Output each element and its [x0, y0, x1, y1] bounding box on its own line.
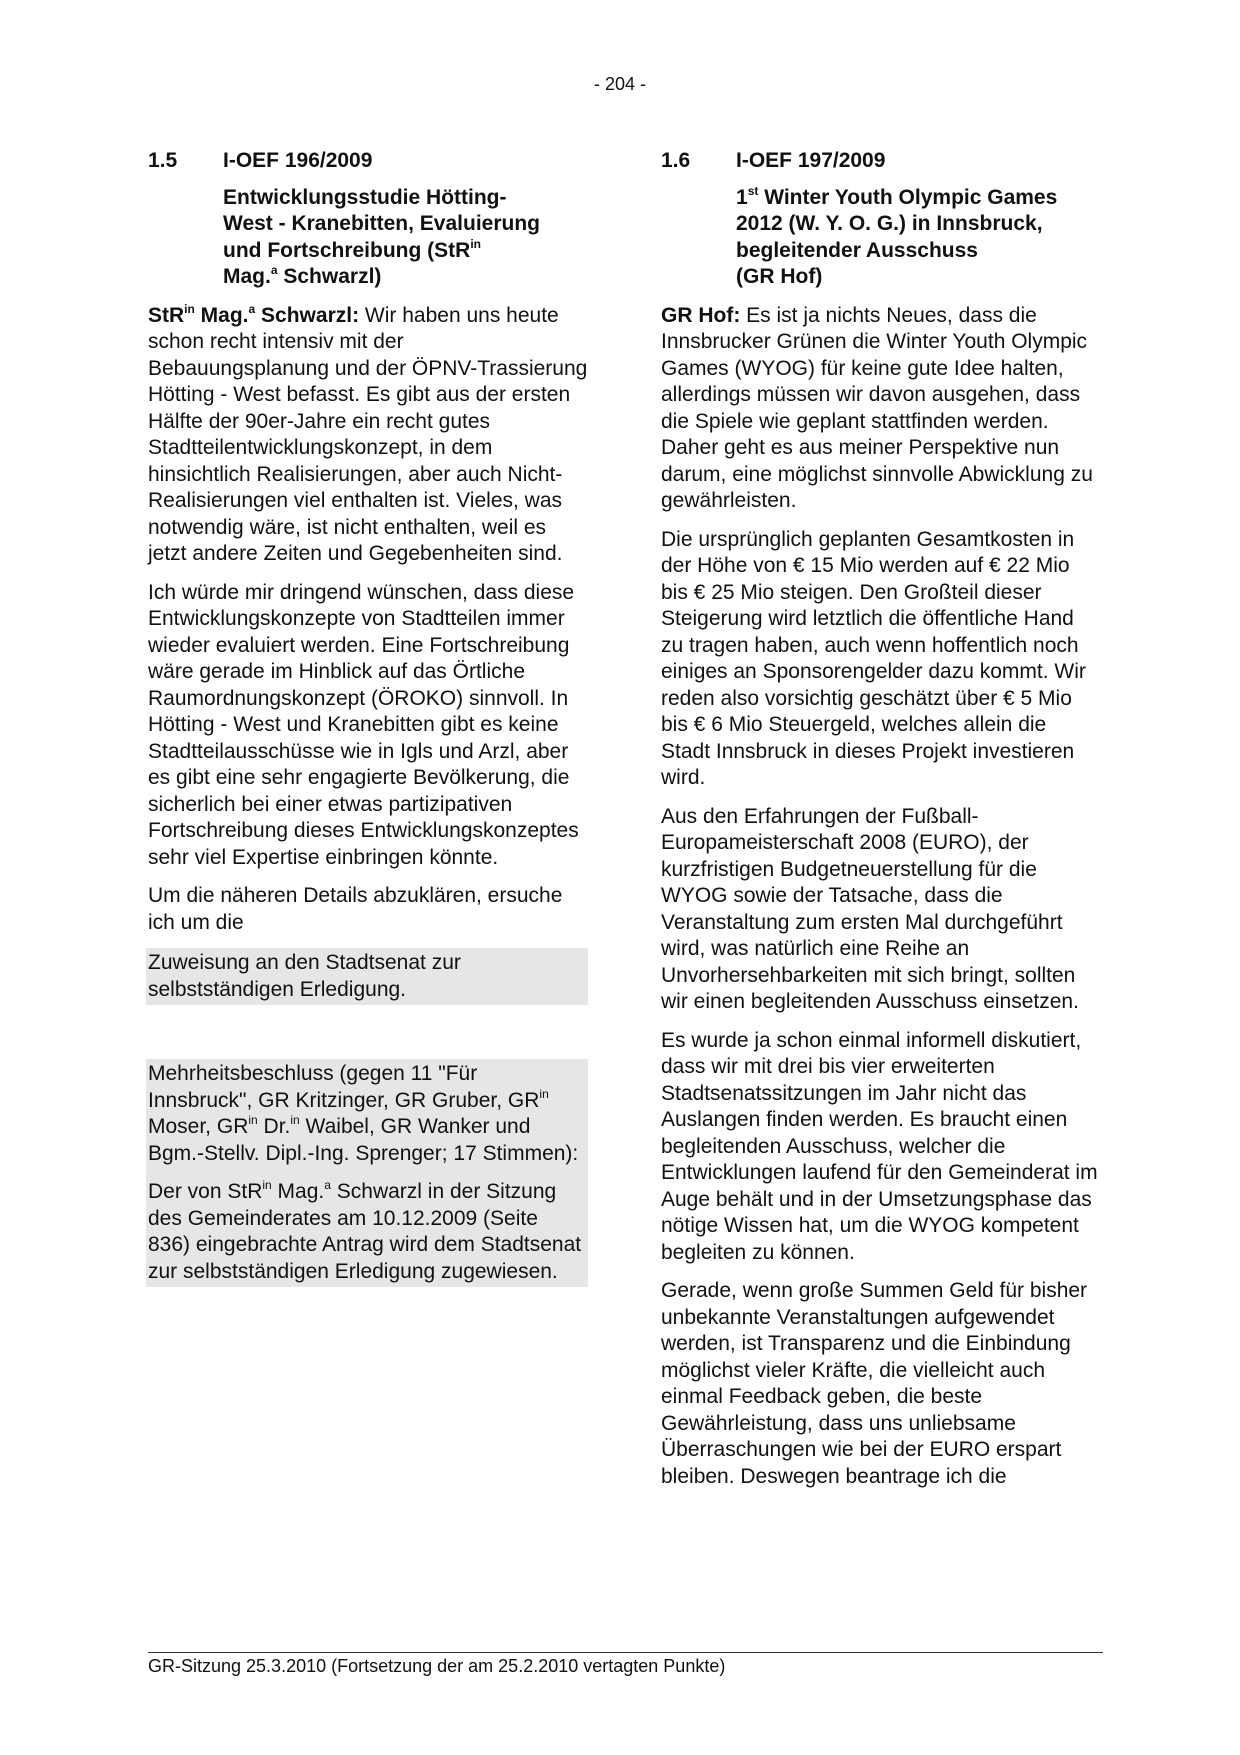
motion-text: Zuweisung an den Stadtsenat zur selbstständigen Erledigung.	[148, 951, 461, 1001]
speech-paragraph: Gerade, wenn große Summen Geld für bisher unbekannte Veranstaltungen aufgewendet werden, ist Transparenz und die Einbindung möglichst vieler Kräfte, die vielleicht auch einmal Feedback geben, die beste Gewährleistung, dass uns unliebsame Überraschungen wie bei der EURO erspart bleiben. Deswegen beantrage ich die	[661, 1279, 1088, 1488]
footer-divider	[148, 1652, 1103, 1653]
title-line: Entwicklungsstudie Hötting-	[223, 185, 507, 209]
footer-text: GR-Sitzung 25.3.2010 (Fortsetzung der am 25.2.2010 vertagten Punkte)	[148, 1656, 726, 1676]
motion-box	[146, 948, 588, 1005]
title-line: begleitender Ausschuss	[736, 238, 978, 262]
resolution-text: Mehrheitsbeschluss (gegen 11 "Für Innsbruck", GR Kritzinger, GR Gruber, $GR^{in}$ Moser, $GR^{in}$ Dr.$^{in}$ Waibel, GR Wanker und Bgm.-Stellv. Dipl.-Ing. Sprenger; 17 Stimmen):	[148, 1062, 579, 1165]
speech-paragraph: Aus den Erfahrungen der Fußball-Europameisterschaft 2008 (EURO), der kurzfristigen Budgetneuerstellung für die WYOG sowie der Tatsache, dass die Veranstaltung zum ersten Mal durchgeführt wird, was natürlich eine Reihe an Unvorhersehbarkeiten mit sich bringt, sollten wir einen begleitenden Ausschuss einsetzen.	[661, 804, 1079, 1013]
page-number: - 204 -	[593, 74, 647, 94]
resolution-box	[146, 1059, 588, 1287]
section-title	[223, 185, 588, 291]
speaker-name: GR Hof:	[661, 303, 741, 327]
section-heading-1-6	[661, 148, 1101, 175]
left-column	[148, 148, 588, 1287]
speaker-name: StR$^{in}$ Mag.$^a$ Schwarzl:	[148, 301, 360, 327]
speech-paragraph: Die ursprünglich geplanten Gesamtkosten in der Höhe von € 15 Mio werden auf € 22 Mio bis € 25 Mio steigen. Den Großteil dieser Steigerung wird letztlich die öffentliche Hand zu tragen haben, auch wenn hoffentlich noch einiges an Sponsorengelder dazu kommt. Wir reden also vorsichtig geschätzt über € 5 Mio bis € 6 Mio Steuergeld, welches allein die Stadt Innsbruck in dieses Projekt investieren wird.	[661, 527, 1086, 789]
section-number: 1.6	[661, 149, 691, 172]
decision-text: Der von StR$^{in}$ Mag.$^a$ Schwarzl in der Sitzung des Gemeinderates am 10.12.2009 (Seite 836) eingebrachte Antrag wird dem Stadtsenat zur selbstständigen Erledigung zugewiesen.	[148, 1178, 582, 1283]
title-line: und Fortschreibung (StR$^{in}$	[223, 236, 481, 262]
section-ref: I-OEF 197/2009	[736, 149, 886, 172]
title-line: West - Kranebitten, Evaluierung	[223, 212, 540, 235]
right-column	[661, 148, 1101, 1502]
title-line: 2012 (W. Y. O. G.) in Innsbruck,	[736, 212, 1043, 235]
section-ref: I-OEF 196/2009	[223, 149, 373, 172]
section-number: 1.5	[148, 149, 178, 172]
title-line: (GR Hof)	[736, 265, 823, 288]
section-title	[736, 185, 1101, 291]
speech-paragraph: Ich würde mir dringend wünschen, dass diese Entwicklungskonzepte von Stadtteilen immer wieder evaluiert werden. Eine Fortschreibung wäre gerade im Hinblick auf das Örtliche Raumordnungskonzept (ÖROKO) sinnvoll. In Hötting - West und Kranebitten gibt es keine Stadtteilausschüsse wie in Igls und Arzl, aber es gibt eine sehr engagierte Bevölkerung, die sicherlich bei einer etwas partizipativen Fortschreibung dieses Entwicklungskonzeptes sehr viel Expertise einbringen könnte.	[148, 580, 579, 869]
speech-paragraph: GR Hof: Es ist ja nichts Neues, dass die Innsbrucker Grünen die Winter Youth Olympic Games (WYOG) für keine gute Idee halten, allerdings müssen wir davon ausgehen, dass die Spiele wie geplant stattfinden werden. Daher geht es aus meiner Perspektive nun darum, eine möglichst sinnvolle Abwicklung zu gewährleisten.	[661, 303, 1093, 512]
title-line: Mag.$^a$ Schwarzl)	[223, 263, 382, 288]
title-line: 1st Winter Youth Olympic Games	[736, 183, 1058, 209]
speech-paragraph: StR$^{in}$ Mag.$^a$ Schwarzl: Wir haben uns heute schon recht intensiv mit der Bebauungsplanung und der ÖPNV-Trassierung Hötting - West befasst. Es gibt aus der ersten Hälfte der 90er-Jahre ein recht gutes Stadtteilentwicklungskonzept, in dem hinsichtlich Realisierungen, aber auch Nicht-Realisierungen viel enthalten ist. Vieles, was notwendig wäre, ist nicht enthalten, weil es jetzt andere Zeiten und Gegebenheiten sind.	[148, 301, 588, 565]
speech-paragraph: Es wurde ja schon einmal informell diskutiert, dass wir mit drei bis vier erweiterten Stadtsenatssitzungen im Jahr nicht das Auslangen finden werden. Es braucht einen begleitenden Ausschuss, welcher die Entwicklungen laufend für den Gemeinderat im Auge behält und in der Umsetzungsphase das nötige Wissen hat, um die WYOG kompetent begleiten zu können.	[661, 1028, 1098, 1264]
section-heading-1-5	[148, 148, 588, 175]
speech-paragraph: Um die näheren Details abzuklären, ersuche ich um die	[148, 884, 563, 934]
